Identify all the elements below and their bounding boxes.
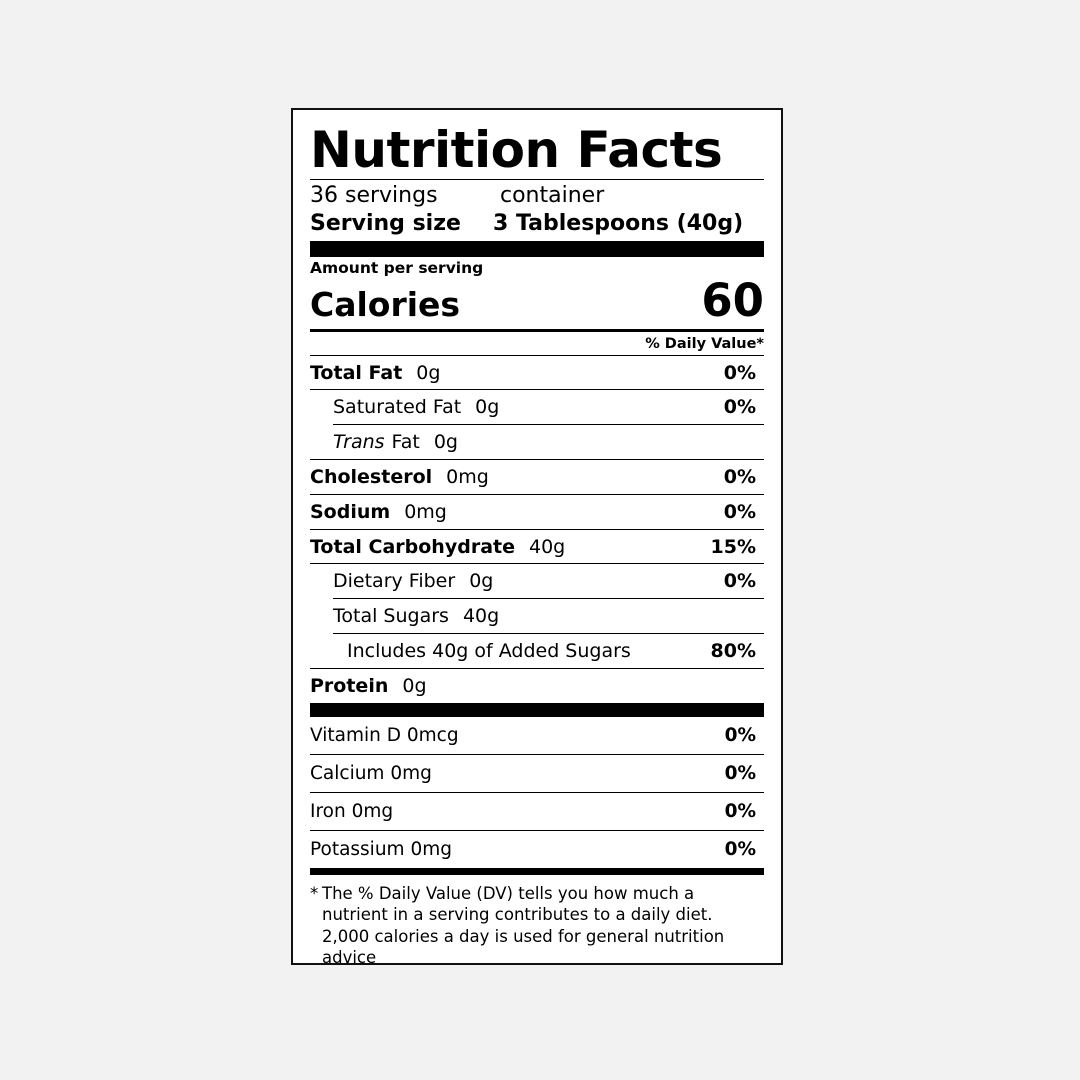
nutrient-name-trans-fat-word: Fat xyxy=(391,431,420,454)
micronutrient-dv-calcium: 0% xyxy=(724,762,756,784)
nutrient-row-saturated-fat xyxy=(310,390,764,424)
nutrient-dv-saturated-fat: 0% xyxy=(723,396,756,419)
nutrient-dv-sodium: 0% xyxy=(723,500,756,523)
micronutrient-row-potassium xyxy=(310,831,764,868)
servings-container-word: container xyxy=(500,183,605,208)
nutrient-row-total-carbohydrate xyxy=(310,530,764,564)
nutrient-row-sodium xyxy=(310,495,764,529)
label-title: Nutrition Facts xyxy=(310,121,723,179)
amount-per-serving-label: Amount per serving xyxy=(310,259,484,277)
micronutrient-name-iron: Iron 0mg xyxy=(310,800,394,822)
nutrient-dv-added-sugars: 80% xyxy=(710,639,756,662)
nutrient-row-dietary-fiber xyxy=(310,564,764,598)
calories-row xyxy=(310,273,764,329)
divider-thick-micronutrients xyxy=(310,703,764,717)
footnote-star: * xyxy=(310,884,319,904)
nutrient-amount-saturated-fat: 0g xyxy=(475,396,500,419)
daily-value-header: % Daily Value* xyxy=(645,335,764,352)
divider-thick-top xyxy=(310,241,764,257)
nutrient-name-total-sugars: Total Sugars xyxy=(333,605,449,628)
micronutrient-dv-potassium: 0% xyxy=(724,839,756,861)
nutrition-facts-label xyxy=(291,108,783,965)
nutrient-amount-total-sugars: 40g xyxy=(462,605,500,628)
nutrient-name-protein: Protein xyxy=(310,674,389,697)
nutrient-amount-cholesterol: 0mg xyxy=(446,465,489,488)
nutrient-amount-protein: 0g xyxy=(402,674,427,697)
nutrient-row-added-sugars xyxy=(310,634,764,668)
micronutrient-dv-iron: 0% xyxy=(724,800,756,822)
nutrient-amount-total-fat: 0g xyxy=(416,361,441,384)
nutrient-amount-sodium: 0mg xyxy=(404,500,447,523)
calories-label: Calories xyxy=(310,284,461,324)
nutrient-amount-dietary-fiber: 0g xyxy=(469,570,494,593)
serving-size-value: 3 Tablespoons (40g) xyxy=(493,210,744,236)
micronutrient-row-calcium xyxy=(310,755,764,792)
nutrient-row-trans-fat xyxy=(310,425,764,459)
micronutrient-name-potassium: Potassium 0mg xyxy=(310,839,452,861)
nutrient-name-saturated-fat: Saturated Fat xyxy=(333,396,462,419)
nutrient-name-sodium: Sodium xyxy=(310,500,391,523)
serving-size-label: Serving size xyxy=(310,210,461,236)
calories-value: 60 xyxy=(701,273,764,327)
nutrient-row-cholesterol xyxy=(310,460,764,494)
micronutrient-dv-vitamin-d: 0% xyxy=(724,724,756,746)
footnote xyxy=(310,875,764,967)
nutrient-dv-total-carbohydrate: 15% xyxy=(710,535,756,558)
serving-size-row xyxy=(310,210,764,242)
nutrient-dv-cholesterol: 0% xyxy=(723,465,756,488)
servings-count: 36 servings xyxy=(310,183,438,208)
nutrient-dv-dietary-fiber: 0% xyxy=(723,570,756,593)
micronutrient-name-calcium: Calcium 0mg xyxy=(310,762,432,784)
nutrient-dv-total-fat: 0% xyxy=(723,361,756,384)
servings-per-container-row xyxy=(310,180,764,210)
micronutrient-row-iron xyxy=(310,793,764,830)
micronutrient-row-vitamin-d xyxy=(310,717,764,754)
nutrient-name-cholesterol: Cholesterol xyxy=(310,465,433,488)
divider-above-footnote xyxy=(310,868,764,875)
nutrient-name-trans: Trans xyxy=(333,431,385,454)
footnote-text: The % Daily Value (DV) tells you how much a nutrient in a serving contributes to a daily diet. 2,000 calories a day is used for general nutrition advice xyxy=(322,884,725,967)
nutrient-name-total-carbohydrate: Total Carbohydrate xyxy=(310,535,515,558)
nutrient-amount-total-carbohydrate: 40g xyxy=(528,535,566,558)
nutrient-name-added-sugars: Includes 40g of Added Sugars xyxy=(347,639,631,662)
nutrient-name-dietary-fiber: Dietary Fiber xyxy=(333,570,456,593)
nutrient-row-total-sugars xyxy=(310,599,764,633)
micronutrient-name-vitamin-d: Vitamin D 0mcg xyxy=(310,724,459,746)
nutrient-amount-trans-fat: 0g xyxy=(433,431,458,454)
label-inner xyxy=(310,118,764,968)
nutrient-row-total-fat xyxy=(310,356,764,390)
nutrient-row-protein xyxy=(310,669,764,703)
nutrient-name-total-fat: Total Fat xyxy=(310,361,403,384)
